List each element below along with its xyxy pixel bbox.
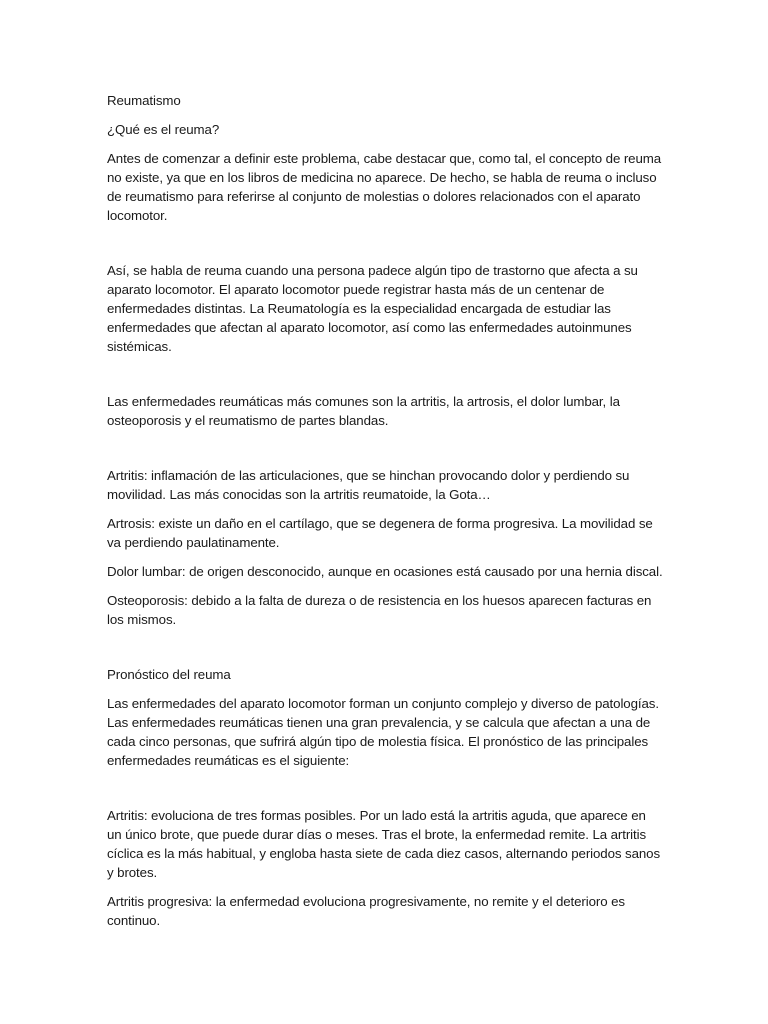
paragraph-artritis-evolucion: Artritis: evoluciona de tres formas posibles. Por un lado está la artritis aguda, que aparece en un único brote, que puede durar días o meses. Tras el brote, la enfermedad remite. La artritis cíclica es la más habitual, y engloba hasta siete de cada diez casos, alternando periodos sanos y brotes. [107,808,661,880]
section-heading-pronostico: Pronóstico del reuma [107,667,231,682]
paragraph-artritis-progresiva: Artritis progresiva: la enfermedad evoluciona progresivamente, no remite y el deterioro es continuo. [107,894,625,928]
paragraph-artritis: Artritis: inflamación de las articulaciones, que se hinchan provocando dolor y perdiendo su movilidad. Las más conocidas son la artritis reumatoide, la Gota… [107,468,630,502]
paragraph-osteoporosis: Osteoporosis: debido a la falta de dureza o de resistencia en los huesos aparecen facturas en los mismos. [107,593,652,627]
paragraph-intro: Antes de comenzar a definir este problema, cabe destacar que, como tal, el concepto de reuma no existe, ya que en los libros de medicina no aparece. De hecho, se habla de reuma o incluso de reumatismo para referirse al conjunto de molestias o dolores relacionados con el aparato locomotor. [107,151,662,223]
document-title: Reumatismo [107,93,181,108]
section-heading-what-is-reuma: ¿Qué es el reuma? [107,122,220,137]
paragraph-dolor-lumbar: Dolor lumbar: de origen desconocido, aunque en ocasiones está causado por una hernia discal. [107,564,663,579]
paragraph-artrosis: Artrosis: existe un daño en el cartílago, que se degenera de forma progresiva. La movilidad se va perdiendo paulatinamente. [107,516,653,550]
paragraph-pronostico-intro: Las enfermedades del aparato locomotor forman un conjunto complejo y diverso de patologías. Las enfermedades reumáticas tienen una gran prevalencia, y se calcula que afectan a una de cada cinco personas, que sufrirá algún tipo de molestia física. El pronóstico de las principales enfermedades reumáticas es el siguiente: [107,696,659,768]
document-body [107,91,663,940]
paragraph-common-diseases: Las enfermedades reumáticas más comunes son la artritis, la artrosis, el dolor lumbar, la osteoporosis y el reumatismo de partes blandas. [107,394,620,428]
paragraph-definition: Así, se habla de reuma cuando una persona padece algún tipo de trastorno que afecta a su aparato locomotor. El aparato locomotor puede registrar hasta más de un centenar de enfermedades distintas. La Reumatología es la especialidad encargada de estudiar las enfermedades que afectan al aparato locomotor, así como las enfermedades autoinmunes sistémicas. [107,263,638,354]
